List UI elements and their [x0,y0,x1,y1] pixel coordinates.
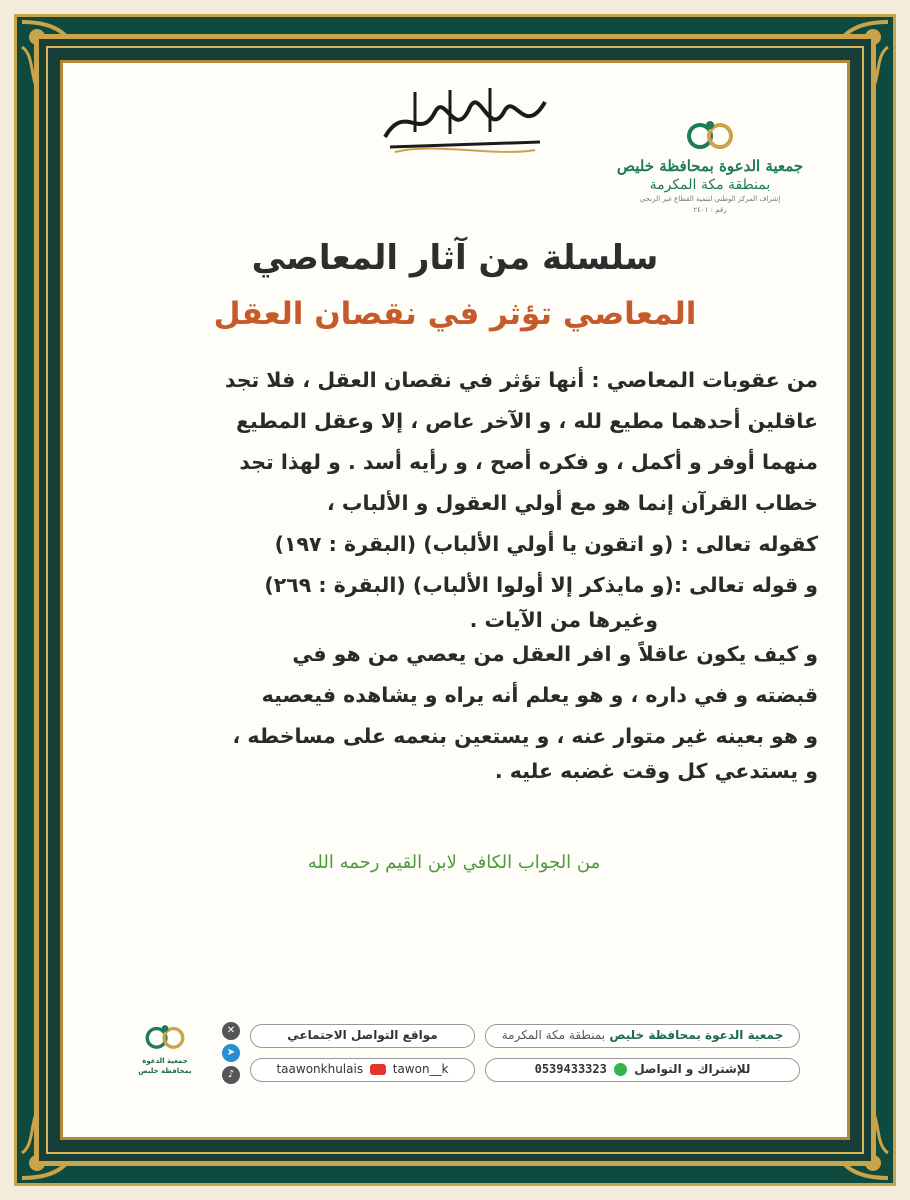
telegram-icon[interactable]: ➤ [222,1044,240,1062]
phone-number[interactable]: 0539433323 [534,1062,607,1076]
body-line: منهما أوفر و أكمل ، و فكره أصح ، و رأيه أسد . و لهذا تجد [239,450,818,474]
social-label-pill: مواقع التواصل الاجتماعي [250,1024,475,1048]
social-icons [218,1022,240,1088]
body-line: كقوله تعالى : (و اتقون يا أولي الألباب) (البقرة : ١٩٧) [274,532,818,556]
body-line: و قوله تعالى :(و مايذكر إلا أولوا الألباب) (البقرة : ٢٦٩) [264,573,818,597]
x-icon[interactable]: ✕ [222,1022,240,1040]
body-line: و يستدعي كل وقت غضبه عليه . [494,759,818,783]
org-name-line1: جمعية الدعوة بمحافظة خليص [616,157,804,175]
body-line: من عقوبات المعاصي : أنها تؤثر في نقصان العقل ، فلا تجد [224,368,818,392]
basmala-calligraphy-icon [375,82,555,160]
body-line: خطاب القرآن إنما هو مع أولي العقول و الألباب ، [326,491,818,515]
footer-org-region: بمنطقة مكة المكرمة [501,1028,606,1042]
page-subtitle: المعاصي تؤثر في نقصان العقل [213,296,697,332]
body-text [90,360,818,785]
footer-contact-pill[interactable] [485,1058,800,1082]
org-logo-icon [143,1022,187,1052]
social-handles-pill[interactable] [250,1058,475,1082]
footer [120,1022,800,1092]
youtube-icon [370,1064,386,1075]
body-line: وغيرها من الآيات . [469,608,658,632]
body-line: و كيف يكون عاقلاً و افر العقل من يعصي من هو في [292,642,818,666]
footer-org-pill [485,1024,800,1048]
body-line: قبضته و في داره ، و هو يعلم أنه يراه و يشاهده فيعصيه [261,683,818,707]
contact-label: للإشتراك و التواصل [634,1062,751,1076]
org-supervision-note: إشراف المركز الوطني لتنمية القطاع غير الربحي [639,195,781,203]
body-line: عاقلين أحدهما مطيع لله ، و الآخر عاص ، إلا وعقل المطيع [236,409,818,433]
org-logo-block [600,118,820,216]
footer-org-name: جمعية الدعوة بمحافظة خليص [609,1028,784,1042]
footer-logo [130,1022,200,1076]
footer-logo-text: جمعية الدعوة بمحافظة خليص [138,1057,192,1075]
basmala-calligraphy [375,82,555,160]
youtube-handle[interactable]: taawonkhulais [276,1062,364,1076]
tiktok-icon[interactable]: ♪ [222,1066,240,1084]
whatsapp-icon [614,1063,627,1076]
org-logo-icon [684,118,736,152]
body-line: و هو بعينه غير متوار عنه ، و يستعين بنعمه على مساخطه ، [232,724,818,748]
source-citation: من الجواب الكافي لابن القيم رحمه الله [307,852,601,873]
page-title: سلسلة من آثار المعاصي [251,238,659,278]
tiktok-handle[interactable]: tawon__k [392,1062,449,1076]
org-name-line2: بمنطقة مكة المكرمة [649,177,771,193]
org-registration: رقم : ٢٤٠١ [693,206,727,214]
